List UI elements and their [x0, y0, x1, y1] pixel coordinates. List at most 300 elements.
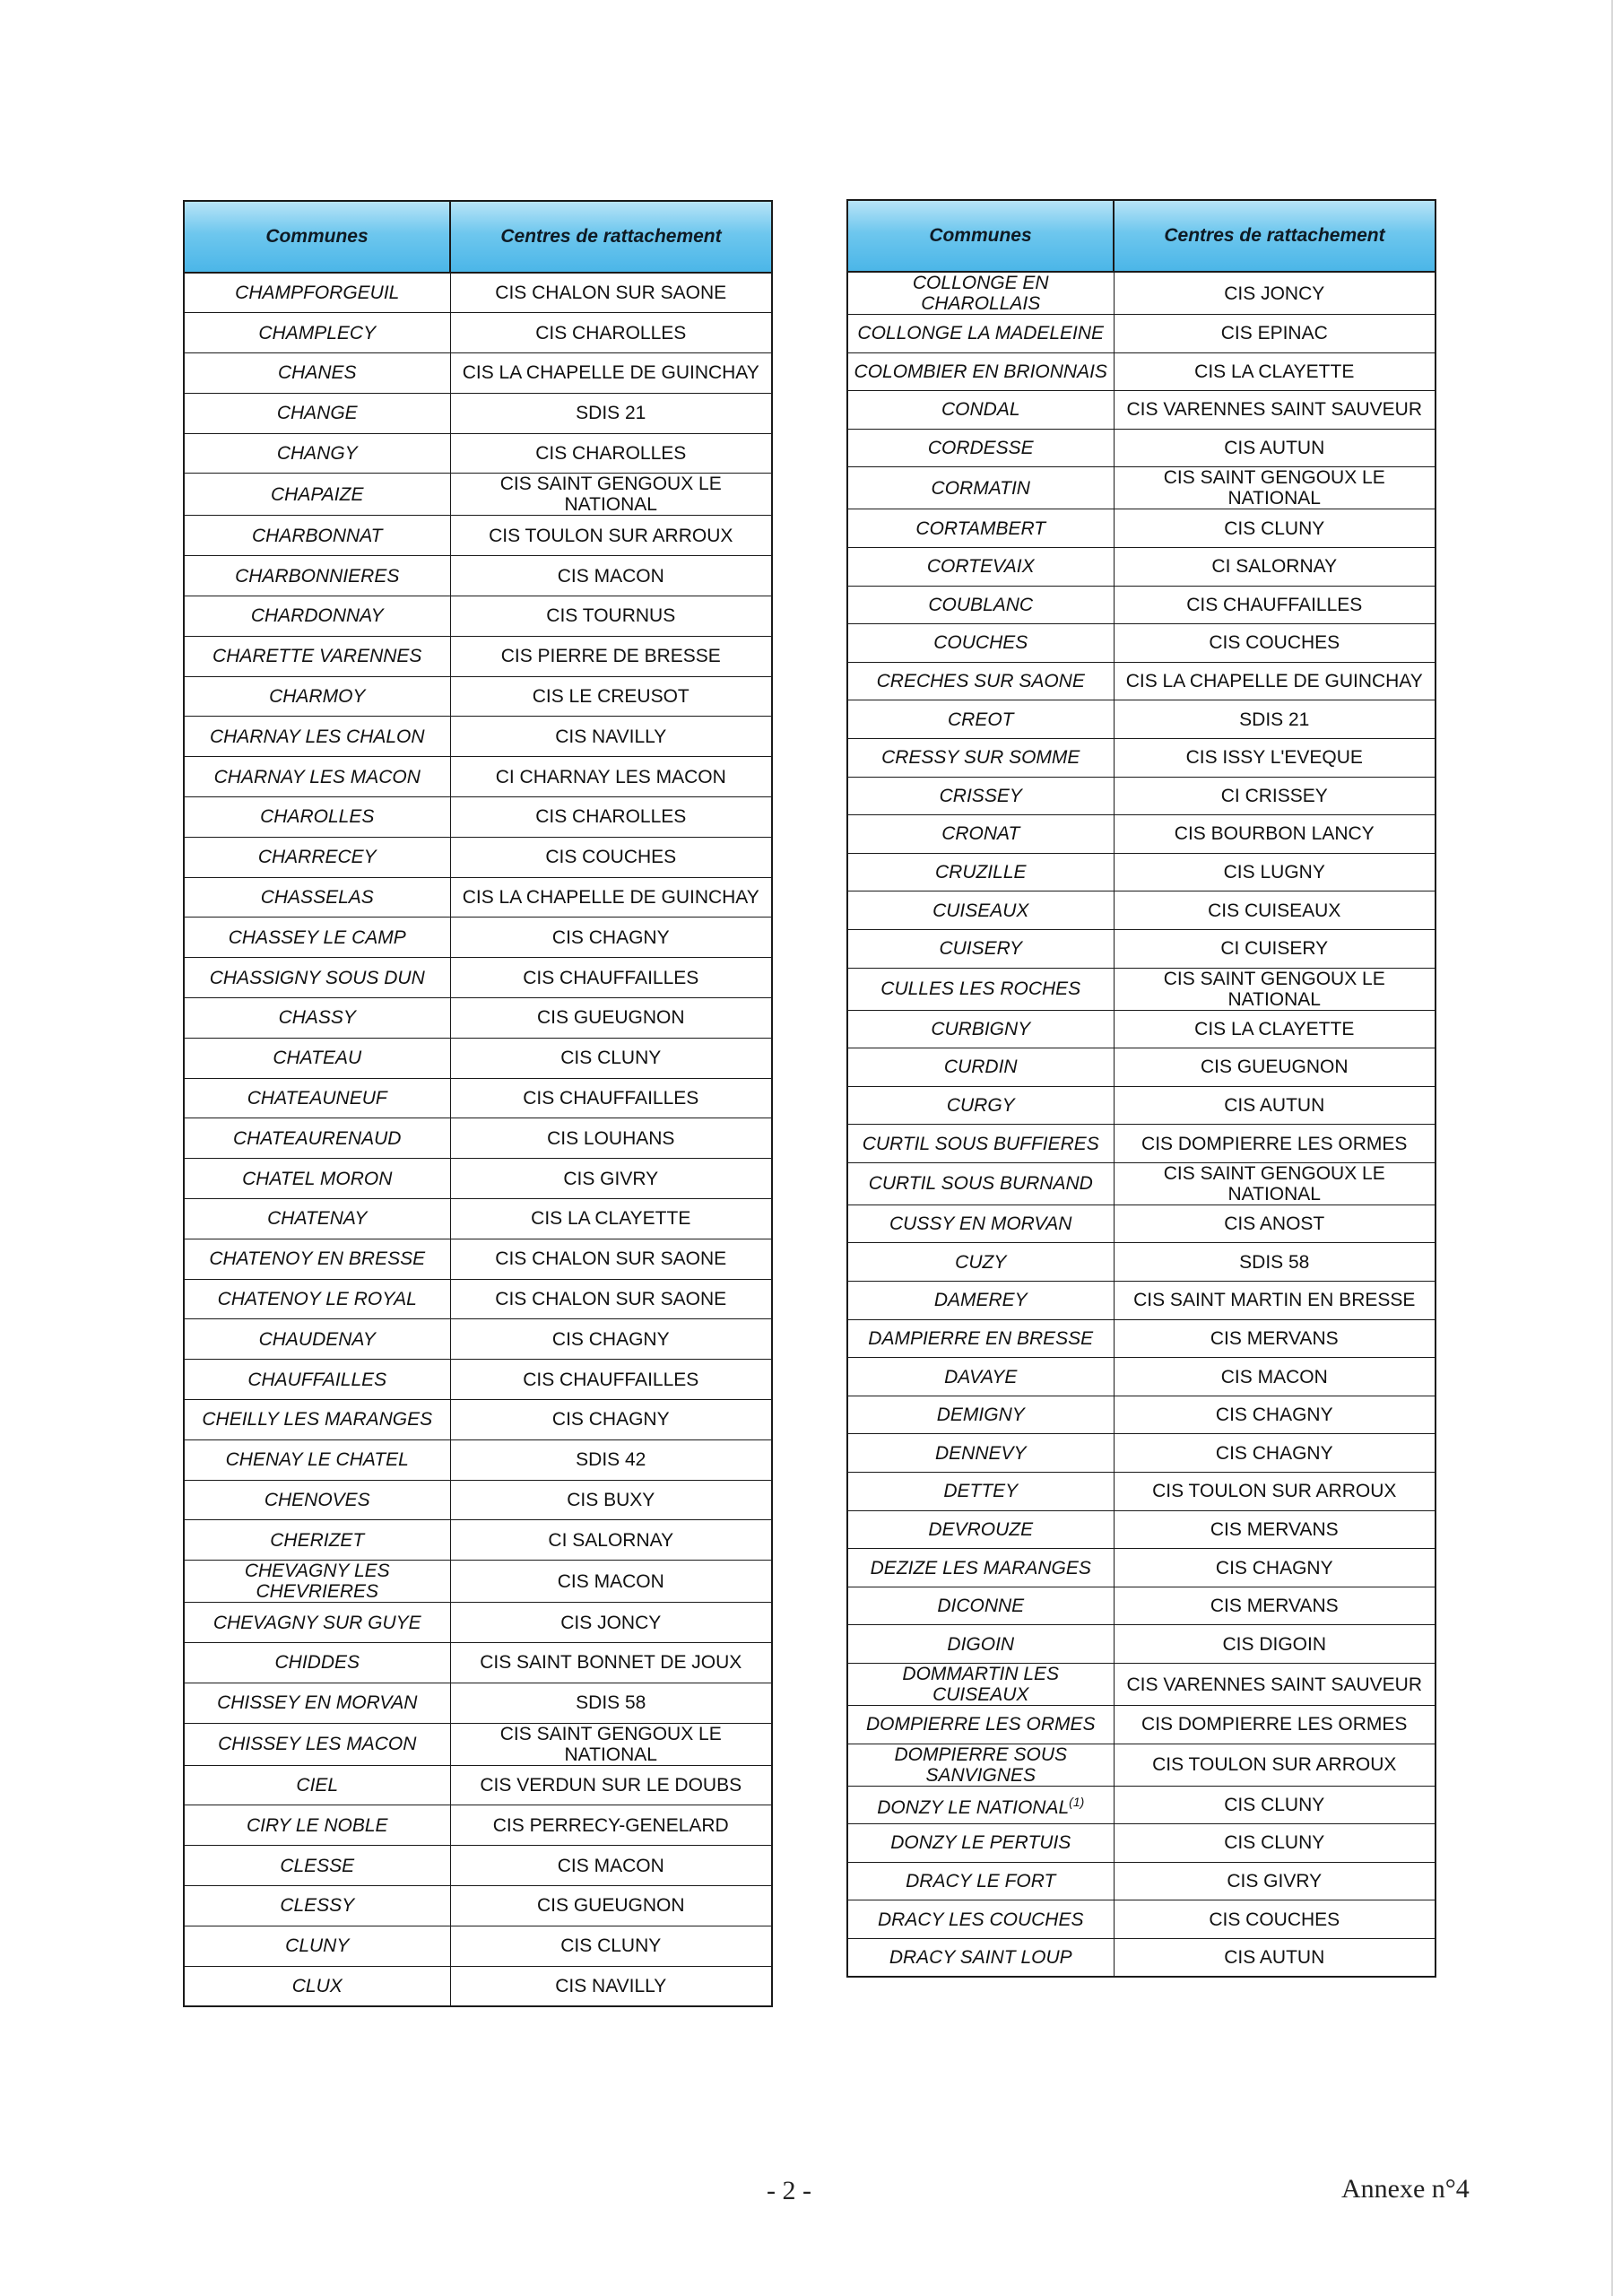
commune-cell	[184, 1319, 450, 1360]
header-communes: Communes	[847, 200, 1114, 272]
commune-name: CHAMPLECY	[258, 322, 377, 344]
commune-name: CHARDONNAY	[250, 605, 384, 627]
centre-cell: CI CHARNAY LES MACON	[450, 757, 772, 797]
centre-cell: CIS SAINT GENGOUX LE NATIONAL	[1114, 968, 1436, 1010]
table-row	[847, 1938, 1436, 1977]
table-header-row	[847, 200, 1436, 272]
table-row	[847, 509, 1436, 548]
commune-cell	[847, 391, 1114, 430]
commune-cell	[184, 1966, 450, 2006]
commune-name: CHAUFFAILLES	[247, 1369, 387, 1390]
centre-cell: CI CRISSEY	[1114, 777, 1436, 815]
commune-cell	[847, 467, 1114, 509]
header-centres: Centres de rattachement	[1114, 200, 1436, 272]
table-row	[847, 1862, 1436, 1900]
table-row	[184, 676, 772, 717]
centre-cell: CIS CHAUFFAILLES	[450, 958, 772, 998]
table-row	[184, 958, 772, 998]
centre-cell: SDIS 21	[1114, 700, 1436, 739]
table-row	[847, 1010, 1436, 1048]
commune-name: CHATEAUNEUF	[247, 1088, 387, 1109]
centre-cell: CIS BUXY	[450, 1480, 772, 1520]
commune-cell	[847, 700, 1114, 739]
table-row	[184, 1319, 772, 1360]
commune-name: CHASSELAS	[260, 887, 374, 909]
commune-cell	[184, 918, 450, 958]
commune-name: CRONAT	[941, 823, 1020, 845]
centre-cell: CIS MERVANS	[1114, 1510, 1436, 1549]
commune-name: CHATEAURENAUD	[233, 1127, 402, 1149]
table-row	[847, 1319, 1436, 1358]
commune-name: CLESSY	[280, 1895, 355, 1917]
centre-cell: CIS COUCHES	[450, 837, 772, 877]
footnote-marker: (1)	[1069, 1794, 1085, 1809]
centre-cell: CIS DOMPIERRE LES ORMES	[1114, 1706, 1436, 1744]
centre-cell: CIS MACON	[450, 1561, 772, 1603]
commune-name: CHARBONNIERES	[235, 565, 400, 587]
commune-name: CHATEL MORON	[242, 1168, 393, 1189]
commune-name: CURTIL SOUS BURNAND	[868, 1173, 1093, 1195]
commune-name: DAMPIERRE EN BRESSE	[868, 1327, 1094, 1349]
centre-cell: CI SALORNAY	[450, 1520, 772, 1561]
commune-cell	[847, 1549, 1114, 1587]
commune-cell	[847, 1510, 1114, 1549]
centre-cell: CIS LE CREUSOT	[450, 676, 772, 717]
commune-name: CIEL	[296, 1774, 339, 1796]
centre-cell: CIS CLUNY	[450, 1926, 772, 1966]
commune-cell	[184, 433, 450, 474]
commune-name: CHATENOY EN BRESSE	[209, 1248, 426, 1270]
commune-cell	[184, 1279, 450, 1319]
centre-cell: CIS VERDUN SUR LE DOUBS	[450, 1765, 772, 1805]
commune-name: COLLONGE EN CHAROLLAIS	[912, 273, 1049, 314]
commune-name: CHIDDES	[274, 1652, 360, 1674]
centre-cell: CIS AUTUN	[1114, 1086, 1436, 1125]
commune-cell	[847, 1162, 1114, 1205]
commune-name: DONZY LE PERTUIS	[890, 1832, 1071, 1854]
table-row	[184, 1199, 772, 1239]
commune-name: CORDESSE	[927, 438, 1034, 459]
commune-name: CHATEAU	[273, 1048, 362, 1069]
centre-cell: CIS MACON	[450, 1846, 772, 1886]
table-body-right	[847, 272, 1436, 1977]
table-row	[184, 918, 772, 958]
table-row	[184, 1480, 772, 1520]
centre-cell: CIS COUCHES	[1114, 1900, 1436, 1939]
centre-cell: CIS GUEUGNON	[450, 998, 772, 1039]
table-row	[184, 797, 772, 838]
commune-name: CUZY	[955, 1251, 1007, 1273]
commune-name: DEMIGNY	[936, 1405, 1025, 1426]
table-row	[847, 1125, 1436, 1163]
table-row	[847, 891, 1436, 930]
commune-cell	[184, 1118, 450, 1159]
commune-cell	[184, 1400, 450, 1440]
commune-cell	[184, 877, 450, 918]
commune-cell	[847, 547, 1114, 586]
table-row	[184, 313, 772, 353]
commune-name: CULLES LES ROCHES	[880, 978, 1081, 999]
table-row	[184, 1966, 772, 2006]
commune-name: CRISSEY	[939, 785, 1022, 806]
centre-cell: CIS CHALON SUR SAONE	[450, 1239, 772, 1279]
commune-cell	[184, 596, 450, 637]
commune-cell	[847, 1786, 1114, 1824]
commune-name: CHAMPFORGEUIL	[235, 283, 400, 304]
commune-name: CONDAL	[941, 399, 1020, 421]
commune-name: COLLONGE LA MADELEINE	[857, 323, 1105, 344]
commune-name: CHISSEY LES MACON	[218, 1734, 417, 1755]
commune-cell	[847, 662, 1114, 700]
table-row	[847, 1786, 1436, 1824]
commune-cell	[184, 958, 450, 998]
commune-cell	[184, 1480, 450, 1520]
table-row	[184, 1159, 772, 1199]
table-row	[184, 596, 772, 637]
commune-name: DETTEY	[943, 1481, 1019, 1502]
commune-name: DEVROUZE	[928, 1518, 1034, 1540]
commune-name: CHARMOY	[269, 686, 366, 708]
commune-cell	[184, 1561, 450, 1603]
centre-cell: CIS PERRECY-GENELARD	[450, 1805, 772, 1846]
commune-cell	[847, 1900, 1114, 1939]
centre-cell: CIS COUCHES	[1114, 624, 1436, 663]
commune-name: CHARETTE VARENNES	[213, 646, 422, 667]
commune-cell	[184, 1683, 450, 1723]
commune-cell	[184, 998, 450, 1039]
commune-cell	[847, 815, 1114, 854]
centre-cell: CIS MERVANS	[1114, 1319, 1436, 1358]
table-row	[184, 1723, 772, 1765]
commune-name: DRACY LE FORT	[906, 1871, 1056, 1892]
commune-name: COUBLANC	[928, 594, 1034, 615]
commune-cell	[847, 891, 1114, 930]
commune-name: CHAUDENAY	[258, 1328, 376, 1350]
table-row	[847, 1664, 1436, 1706]
commune-cell	[184, 1846, 450, 1886]
commune-name: CRUZILLE	[934, 862, 1027, 883]
table-row	[184, 757, 772, 797]
commune-name: DAMEREY	[933, 1290, 1028, 1311]
table-row	[847, 1900, 1436, 1939]
table-row	[847, 1744, 1436, 1786]
table-row	[184, 1239, 772, 1279]
centre-cell: CIS SAINT GENGOUX LE NATIONAL	[450, 1723, 772, 1765]
page-number: - 2 -	[767, 2176, 811, 2205]
table-row	[184, 1643, 772, 1683]
commune-cell	[847, 1473, 1114, 1511]
commune-cell	[184, 353, 450, 394]
centre-cell: CIS CHAUFFAILLES	[450, 1078, 772, 1118]
commune-cell	[847, 1744, 1114, 1786]
commune-cell	[847, 586, 1114, 624]
commune-cell	[847, 1282, 1114, 1320]
commune-name: DICONNE	[937, 1596, 1025, 1617]
centre-cell: CIS CHAROLLES	[450, 797, 772, 838]
centre-cell: CIS ANOST	[1114, 1205, 1436, 1243]
table-row	[847, 1706, 1436, 1744]
table-row	[847, 1396, 1436, 1434]
commune-cell	[847, 929, 1114, 968]
table-row	[184, 1360, 772, 1400]
table-row	[847, 700, 1436, 739]
commune-cell	[847, 1010, 1114, 1048]
commune-cell	[847, 1625, 1114, 1664]
table-row	[847, 391, 1436, 430]
commune-cell	[847, 1434, 1114, 1473]
centre-cell: CIS CLUNY	[1114, 509, 1436, 548]
commune-name: CORTEVAIX	[926, 556, 1035, 578]
table-row	[847, 1587, 1436, 1625]
commune-cell	[184, 1603, 450, 1643]
commune-name: CHATENOY LE ROYAL	[217, 1289, 417, 1310]
commune-cell	[184, 1078, 450, 1118]
centre-cell: CIS SAINT GENGOUX LE NATIONAL	[1114, 467, 1436, 509]
commune-cell	[847, 1243, 1114, 1282]
centre-cell: CIS TOULON SUR ARROUX	[1114, 1473, 1436, 1511]
centre-cell: SDIS 42	[450, 1439, 772, 1480]
centre-cell: CIS CHAGNY	[450, 1319, 772, 1360]
table-body-left	[184, 273, 772, 2006]
commune-cell	[847, 1664, 1114, 1706]
centre-cell: CIS GUEUGNON	[450, 1885, 772, 1926]
commune-cell	[184, 474, 450, 516]
centre-cell: CIS SAINT GENGOUX LE NATIONAL	[1114, 1162, 1436, 1205]
table-row	[184, 353, 772, 394]
centre-cell: CIS GUEUGNON	[1114, 1048, 1436, 1087]
centre-cell: CIS CHALON SUR SAONE	[450, 1279, 772, 1319]
table-row	[847, 429, 1436, 467]
commune-name: CRESSY SUR SOMME	[881, 747, 1080, 769]
commune-name: CURDIN	[943, 1057, 1018, 1078]
table-row	[184, 1038, 772, 1078]
centre-cell: CIS MACON	[1114, 1358, 1436, 1396]
table-row	[847, 929, 1436, 968]
page-edge-shadow	[1611, 0, 1613, 2296]
commune-cell	[847, 624, 1114, 663]
commune-cell	[184, 1199, 450, 1239]
table-row	[184, 1885, 772, 1926]
commune-name: DOMPIERRE LES ORMES	[865, 1714, 1096, 1735]
centre-cell: CIS CHAGNY	[1114, 1396, 1436, 1434]
centre-cell: CI CUISERY	[1114, 929, 1436, 968]
commune-cell	[184, 313, 450, 353]
table-row	[847, 1549, 1436, 1587]
centre-cell: CIS CHAGNY	[1114, 1434, 1436, 1473]
centre-cell: CIS BOURBON LANCY	[1114, 815, 1436, 854]
header-centres: Centres de rattachement	[450, 201, 772, 273]
commune-name: DRACY LES COUCHES	[877, 1909, 1084, 1930]
commune-name: CURBIGNY	[931, 1018, 1031, 1039]
commune-name: CORMATIN	[931, 477, 1030, 499]
table-row	[847, 547, 1436, 586]
centre-cell: CIS VARENNES SAINT SAUVEUR	[1114, 391, 1436, 430]
commune-name: DEZIZE LES MARANGES	[870, 1557, 1091, 1578]
commune-cell	[847, 1086, 1114, 1125]
centre-cell: CIS SAINT MARTIN EN BRESSE	[1114, 1282, 1436, 1320]
commune-cell	[847, 853, 1114, 891]
table-row	[184, 1603, 772, 1643]
commune-name: CREOT	[948, 709, 1014, 730]
centre-cell: CIS CHAGNY	[450, 1400, 772, 1440]
commune-name: CHENAY LE CHATEL	[225, 1449, 409, 1471]
commune-cell	[184, 1643, 450, 1683]
centre-cell: CIS JONCY	[450, 1603, 772, 1643]
table-row	[184, 1439, 772, 1480]
commune-cell	[184, 1805, 450, 1846]
centre-cell: CIS NAVILLY	[450, 1966, 772, 2006]
table-row	[184, 877, 772, 918]
centre-cell: CIS CLUNY	[1114, 1824, 1436, 1863]
table-row	[184, 273, 772, 313]
table-row	[847, 1162, 1436, 1205]
table-row	[847, 1473, 1436, 1511]
commune-cell	[184, 757, 450, 797]
table-row	[184, 1400, 772, 1440]
centre-cell: CIS CHAROLLES	[450, 433, 772, 474]
commune-cell	[184, 516, 450, 556]
centre-cell: CIS MACON	[450, 556, 772, 596]
commune-name: CHAPAIZE	[271, 483, 364, 505]
table-row	[847, 467, 1436, 509]
commune-cell	[847, 429, 1114, 467]
commune-name: CHASSIGNY SOUS DUN	[209, 967, 425, 988]
table-row	[847, 662, 1436, 700]
commune-name: CUISERY	[939, 938, 1023, 960]
commune-name: CIRY LE NOBLE	[246, 1814, 388, 1836]
commune-name: CHENOVES	[264, 1490, 370, 1510]
table-row	[184, 1926, 772, 1966]
table-row	[184, 1520, 772, 1561]
table-row	[847, 853, 1436, 891]
table-row	[184, 717, 772, 757]
commune-cell	[184, 273, 450, 313]
table-row	[184, 1683, 772, 1723]
commune-cell	[184, 676, 450, 717]
centre-cell: SDIS 21	[450, 393, 772, 433]
commune-cell	[184, 1885, 450, 1926]
centre-cell: CIS GIVRY	[450, 1159, 772, 1199]
centre-cell: CIS AUTUN	[1114, 429, 1436, 467]
commune-cell	[847, 1205, 1114, 1243]
commune-cell	[184, 1723, 450, 1765]
table-row	[847, 1510, 1436, 1549]
centre-cell: CIS TOURNUS	[450, 596, 772, 637]
commune-name: DONZY LE NATIONAL	[877, 1796, 1070, 1818]
centre-cell: CIS TOULON SUR ARROUX	[450, 516, 772, 556]
commune-cell	[847, 352, 1114, 391]
commune-cell	[847, 1319, 1114, 1358]
centre-cell: CIS JONCY	[1114, 272, 1436, 315]
commune-cell	[184, 1239, 450, 1279]
centre-cell: CIS CHAUFFAILLES	[450, 1360, 772, 1400]
commune-cell	[184, 636, 450, 676]
commune-cell	[847, 315, 1114, 353]
commune-cell	[847, 1587, 1114, 1625]
table-row	[847, 315, 1436, 353]
commune-name: COUCHES	[933, 632, 1028, 654]
commune-cell	[184, 837, 450, 877]
commune-cell	[184, 556, 450, 596]
centre-cell: CIS AUTUN	[1114, 1938, 1436, 1977]
centre-cell: CIS DIGOIN	[1114, 1625, 1436, 1664]
commune-cell	[847, 1125, 1114, 1163]
table-row	[847, 1086, 1436, 1125]
commune-cell	[184, 1926, 450, 1966]
commune-cell	[184, 717, 450, 757]
table-row	[184, 474, 772, 516]
centre-cell: CIS ISSY L'EVEQUE	[1114, 738, 1436, 777]
centre-cell: CIS CHAUFFAILLES	[1114, 586, 1436, 624]
commune-name: CHERIZET	[270, 1529, 365, 1551]
table-row	[184, 393, 772, 433]
table-row	[184, 1279, 772, 1319]
centre-cell: CIS CLUNY	[450, 1038, 772, 1078]
centre-cell: CIS TOULON SUR ARROUX	[1114, 1744, 1436, 1786]
centre-cell: CIS GIVRY	[1114, 1862, 1436, 1900]
centre-cell: CIS DOMPIERRE LES ORMES	[1114, 1125, 1436, 1163]
centre-cell: CIS NAVILLY	[450, 717, 772, 757]
commune-name: CHEVAGNY SUR GUYE	[213, 1612, 421, 1633]
centre-cell: CIS LOUHANS	[450, 1118, 772, 1159]
commune-cell	[847, 738, 1114, 777]
commune-name: CURGY	[946, 1094, 1015, 1116]
commune-name: CHISSEY EN MORVAN	[217, 1692, 418, 1714]
table-row	[184, 998, 772, 1039]
table-row	[847, 1243, 1436, 1282]
commune-cell	[184, 1038, 450, 1078]
commune-cell	[184, 797, 450, 838]
commune-name: DOMMARTIN LES CUISEAUX	[902, 1664, 1060, 1705]
table-row	[184, 837, 772, 877]
commune-name: DIGOIN	[947, 1633, 1015, 1655]
commune-cell	[847, 1824, 1114, 1863]
commune-cell	[847, 777, 1114, 815]
header-communes: Communes	[184, 201, 450, 273]
centre-cell: CIS MERVANS	[1114, 1587, 1436, 1625]
commune-name: DOMPIERRE SOUS SANVIGNES	[894, 1744, 1068, 1786]
commune-name: CLUX	[291, 1975, 343, 1996]
table-row	[847, 1205, 1436, 1243]
commune-name: CURTIL SOUS BUFFIERES	[862, 1133, 1099, 1154]
centre-cell: CIS CHAROLLES	[450, 313, 772, 353]
table-row	[847, 968, 1436, 1010]
table-row	[847, 1358, 1436, 1396]
centre-cell: SDIS 58	[1114, 1243, 1436, 1282]
centre-cell: CIS LA CLAYETTE	[450, 1199, 772, 1239]
commune-name: DAVAYE	[944, 1366, 1018, 1387]
commune-cell	[184, 1439, 450, 1480]
commune-name: CLESSE	[280, 1855, 355, 1876]
commune-cell	[184, 1159, 450, 1199]
centre-cell: CIS LA CHAPELLE DE GUINCHAY	[450, 877, 772, 918]
commune-cell	[847, 1048, 1114, 1087]
centre-cell: CIS VARENNES SAINT SAUVEUR	[1114, 1664, 1436, 1706]
centre-cell: CIS CHALON SUR SAONE	[450, 273, 772, 313]
table-row	[184, 1805, 772, 1846]
commune-name: CHANGE	[276, 403, 358, 424]
table-row	[184, 516, 772, 556]
communes-table-right	[846, 199, 1436, 1978]
table-row	[184, 636, 772, 676]
commune-name: CRECHES SUR SAONE	[876, 671, 1085, 692]
commune-cell	[184, 1520, 450, 1561]
table-header-row	[184, 201, 772, 273]
table-row	[847, 815, 1436, 854]
table-row	[184, 556, 772, 596]
commune-cell	[184, 1765, 450, 1805]
centre-cell: CIS LA CHAPELLE DE GUINCHAY	[1114, 662, 1436, 700]
